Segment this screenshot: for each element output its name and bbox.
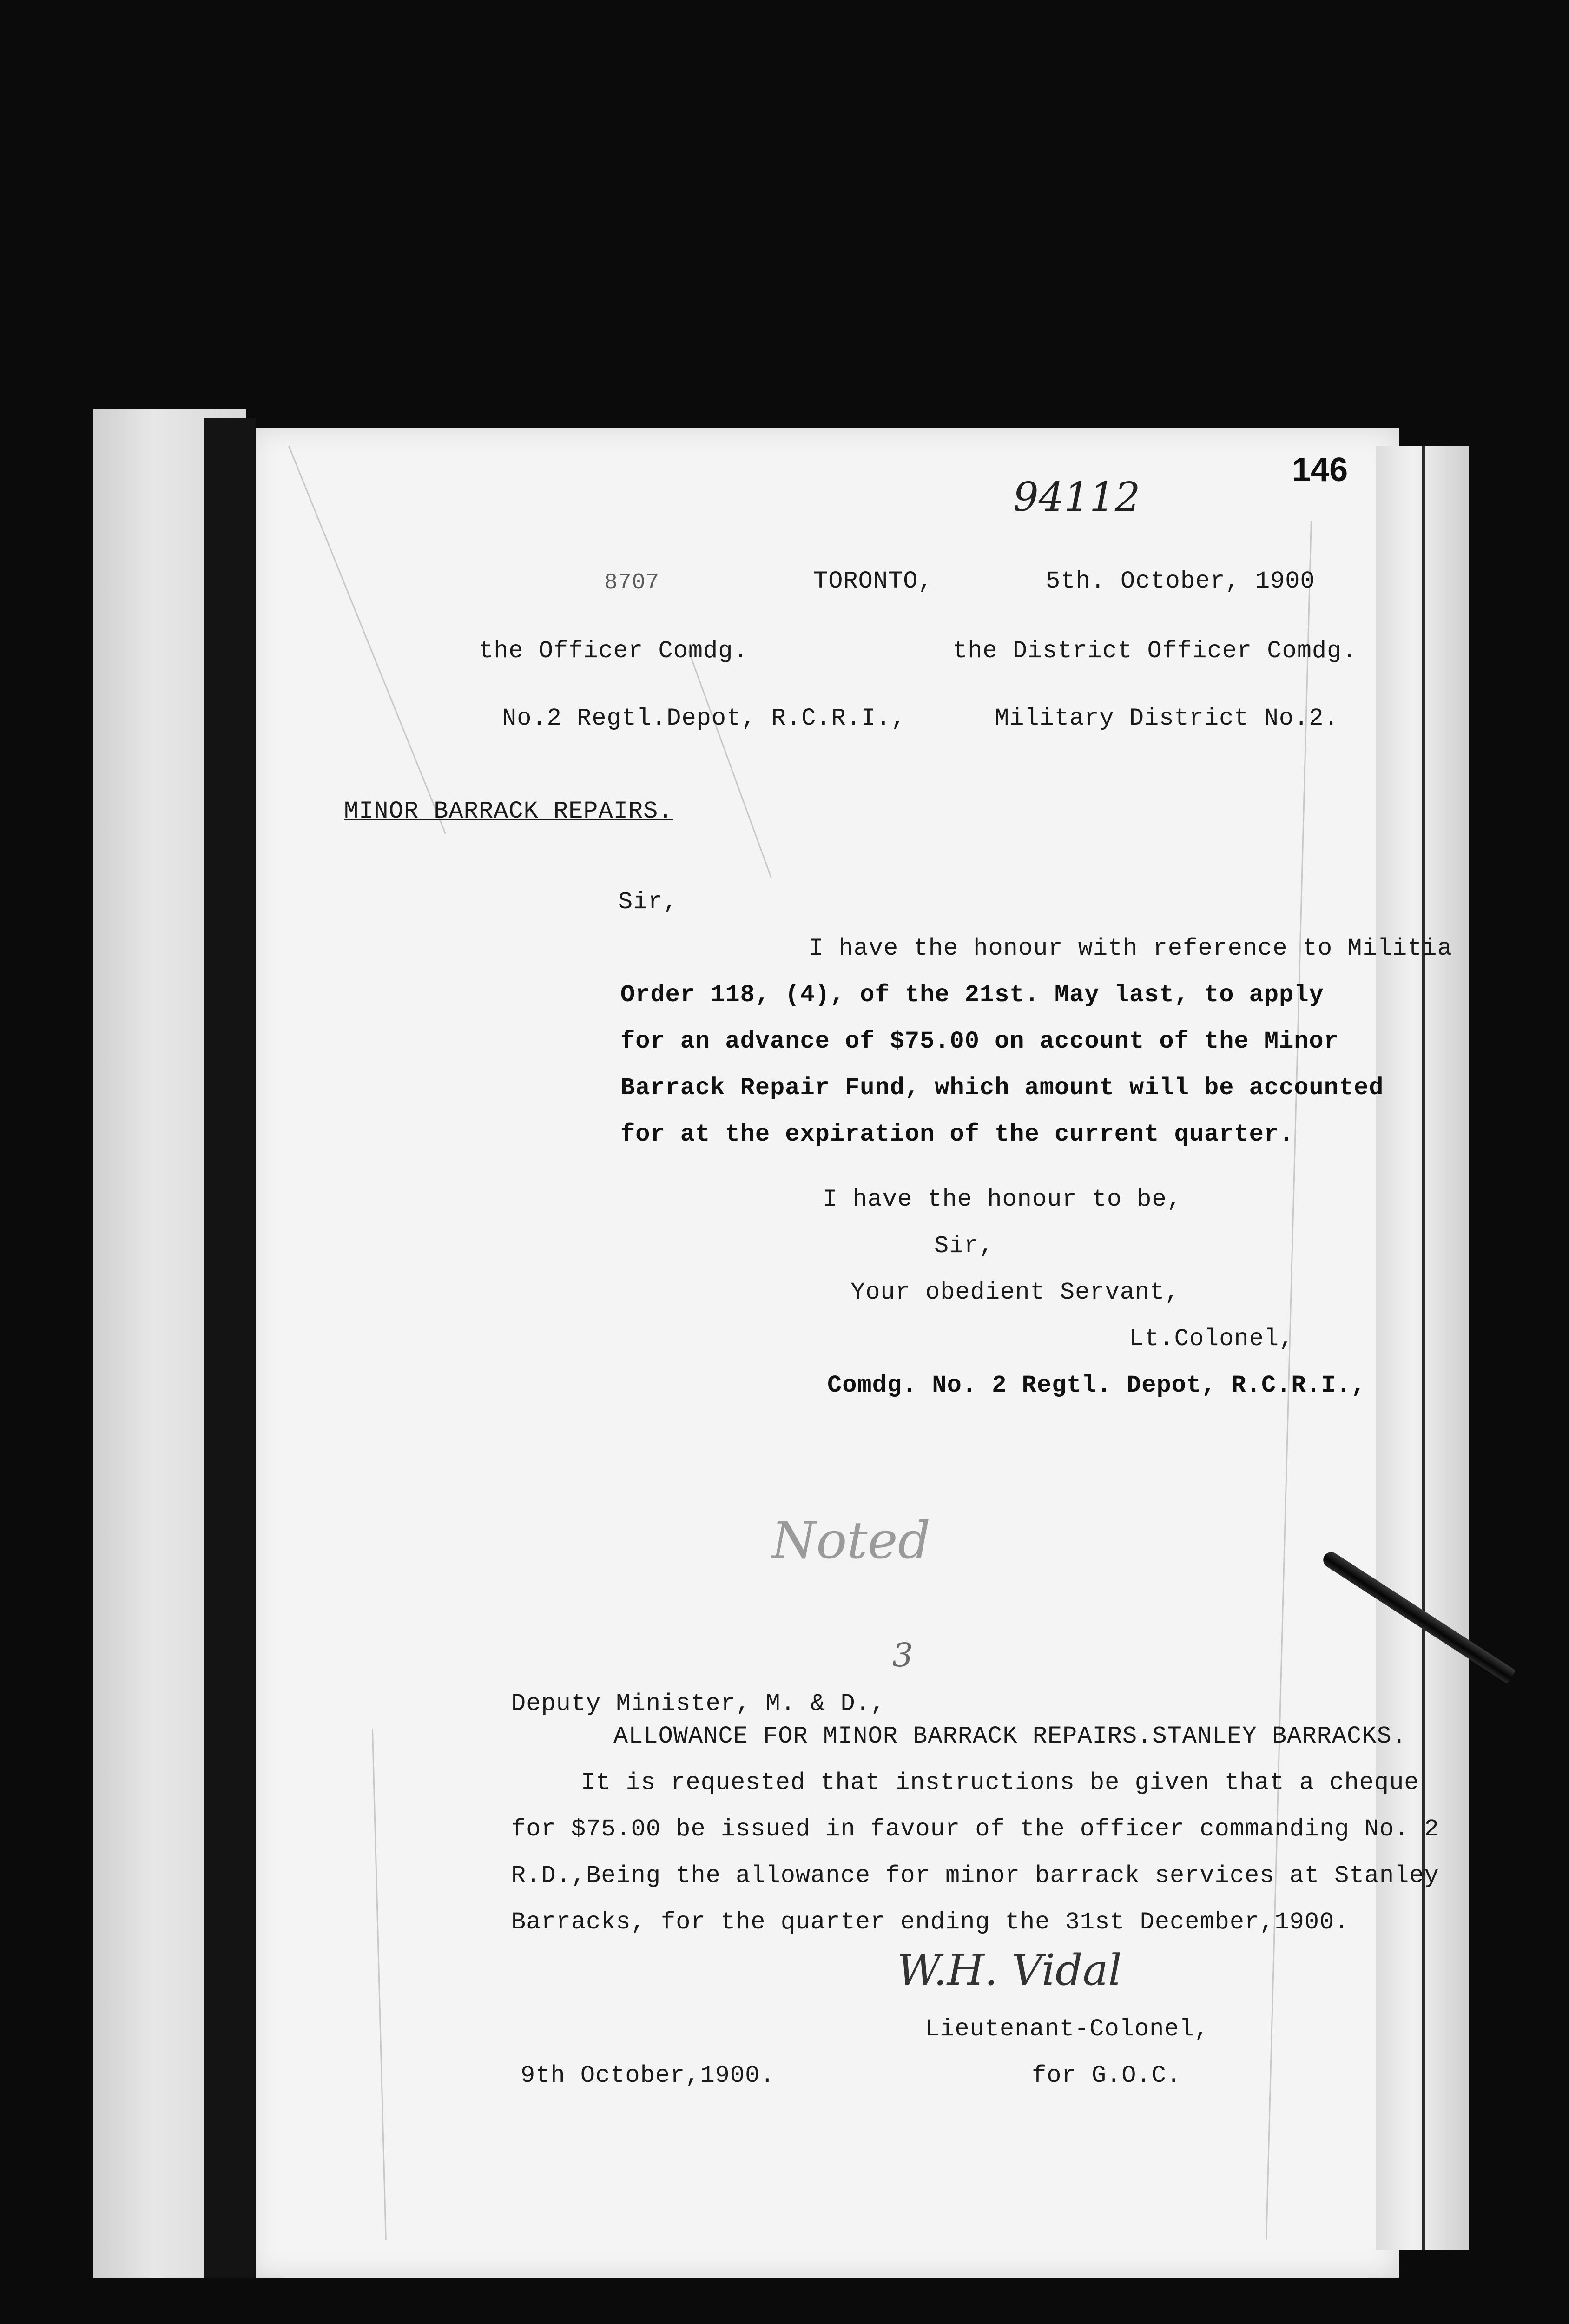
minute-body-line: for $75.00 be issued in favour of the officer commanding No. 2 xyxy=(511,1816,1439,1843)
minute-subject: ALLOWANCE FOR MINOR BARRACK REPAIRS.STANLEY BARRACKS. xyxy=(613,1723,1407,1750)
closing-line: Sir, xyxy=(934,1232,994,1260)
closing-line: Lt.Colonel, xyxy=(1129,1325,1294,1353)
faint-stamp-number: 8707 xyxy=(604,570,660,595)
page-binding-line xyxy=(1422,446,1425,2250)
closing-line: Comdg. No. 2 Regtl. Depot, R.C.R.I., xyxy=(827,1372,1366,1399)
letter-place: TORONTO, xyxy=(813,568,933,595)
closing-line: I have the honour to be, xyxy=(823,1186,1182,1213)
minute-date: 9th October,1900. xyxy=(521,2062,775,2089)
recipient-line-1: the District Officer Comdg. xyxy=(953,637,1357,665)
letter-body-line: Barrack Repair Fund, which amount will be accounted xyxy=(620,1074,1384,1102)
sender-line-1: the Officer Comdg. xyxy=(479,637,748,665)
binding-shadow xyxy=(204,418,256,2278)
letter-body-line: Order 118, (4), of the 21st. May last, to apply xyxy=(620,981,1324,1009)
letter-body-line: I have the honour with reference to Militia xyxy=(809,935,1452,962)
faint-handwritten-note: Noted xyxy=(771,1511,931,1570)
minute-body-line: It is requested that instructions be given that a cheque xyxy=(581,1769,1419,1796)
page-number: 146 xyxy=(1292,451,1348,489)
closing-line: Your obedient Servant, xyxy=(850,1279,1180,1306)
signatory-for-line: for G.O.C. xyxy=(1032,2062,1182,2089)
signatory-title: Lieutenant-Colonel, xyxy=(925,2015,1209,2043)
salutation: Sir, xyxy=(618,888,678,916)
minute-body-line: R.D.,Being the allowance for minor barrack services at Stanley xyxy=(511,1862,1439,1889)
handwritten-signature: W.H. Vidal xyxy=(897,1945,1122,1995)
handwritten-minute-number: 3 xyxy=(892,1636,913,1674)
minute-body-line: Barracks, for the quarter ending the 31st December,1900. xyxy=(511,1908,1350,1936)
minute-addressee: Deputy Minister, M. & D., xyxy=(511,1690,886,1717)
letter-body-line: for at the expiration of the current quarter. xyxy=(620,1121,1294,1148)
sender-line-2: No.2 Regtl.Depot, R.C.R.I., xyxy=(502,705,906,732)
recipient-line-2: Military District No.2. xyxy=(995,705,1339,732)
letter-body-line: for an advance of $75.00 on account of the Minor xyxy=(620,1028,1339,1055)
letter-subject: MINOR BARRACK REPAIRS. xyxy=(344,798,673,825)
handwritten-file-number: 94112 xyxy=(1013,474,1140,521)
letter-date: 5th. October, 1900 xyxy=(1046,568,1315,595)
